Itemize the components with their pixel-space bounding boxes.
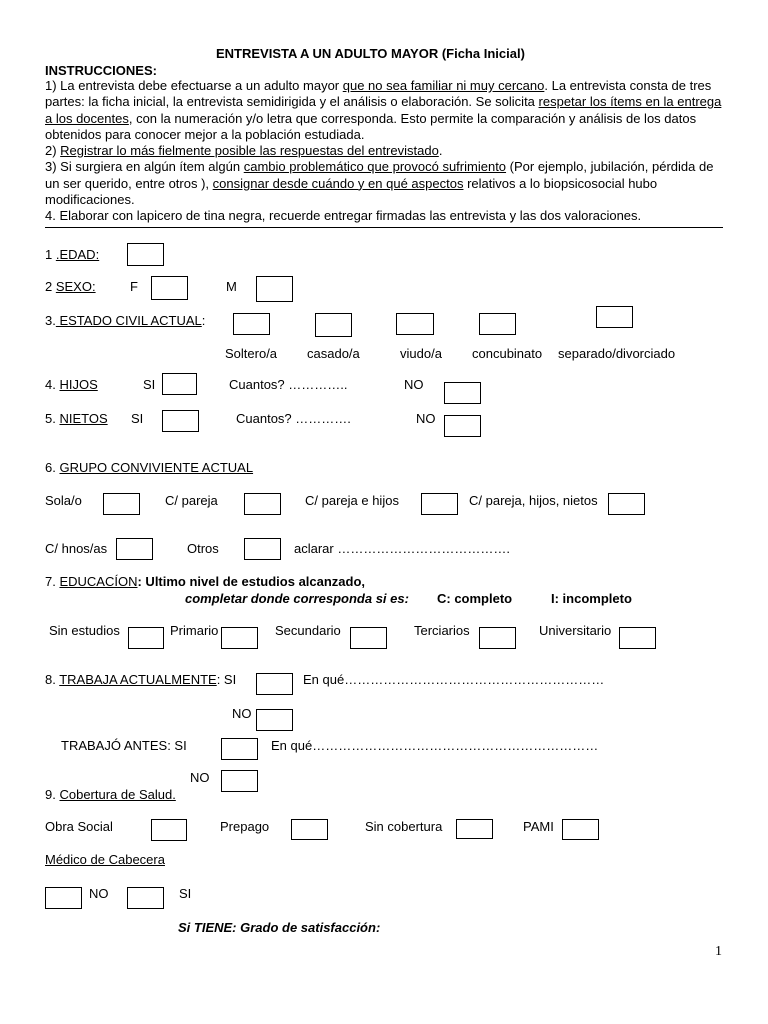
trabaja-label: 8. TRABAJA ACTUALMENTE: SI xyxy=(45,672,237,687)
estado-soltero-box[interactable] xyxy=(233,313,270,335)
medico-no-box[interactable] xyxy=(45,887,82,909)
trabaja-en-que: En qué…………………………………………………… xyxy=(303,672,605,687)
opt-separado: separado/divorciado xyxy=(558,346,676,361)
nietos-no-box[interactable] xyxy=(444,415,481,437)
instruction-3: 3) Si surgiera en algún ítem algún cambio problemático que provocó sufrimiento (Por ejemplo, jubilación, pérdida de un ser querido, entre otros ), consignar desde cuándo y en qué aspectos relativos a lo biopsicosocial hubo modificaciones. xyxy=(45,159,714,208)
nietos-si-box[interactable] xyxy=(162,410,199,432)
estado-civil-label: 3. ESTADO CIVIL ACTUAL: xyxy=(45,313,206,328)
opt-casado: casado/a xyxy=(307,346,360,361)
sexo-f-box[interactable] xyxy=(151,276,188,300)
c-pareja-hijos-nietos-box[interactable] xyxy=(608,493,645,515)
sexo-label: 2 SEXO: xyxy=(45,279,96,294)
c-hnos-box[interactable] xyxy=(116,538,153,560)
trabajo-antes-label: TRABAJÓ ANTES: SI xyxy=(61,738,187,753)
instructions-block xyxy=(45,78,725,225)
instruction-4: 4. Elaborar con lapicero de tina negra, recuerde entregar firmadas las entrevista y las dos valoraciones. xyxy=(45,208,642,224)
hijos-si-box[interactable] xyxy=(162,373,197,395)
opt-otros: Otros xyxy=(187,541,219,556)
estado-viudo-box[interactable] xyxy=(396,313,434,335)
satisfaccion-label: Si TIENE: Grado de satisfacción: xyxy=(178,920,381,935)
sexo-f-label: F xyxy=(130,279,138,294)
trabajo-antes-en-que: En qué………………………………………………………… xyxy=(271,738,599,753)
opt-c-pareja-hijos-nietos: C/ pareja, hijos, nietos xyxy=(469,493,598,508)
educacion-label: 7. EDUCACÍON: Ultimo nivel de estudios alcanzado, xyxy=(45,574,366,589)
cobertura-label: 9. Cobertura de Salud. xyxy=(45,787,176,802)
edad-box[interactable] xyxy=(127,243,164,266)
opt-pami: PAMI xyxy=(523,819,554,834)
sexo-m-box[interactable] xyxy=(256,276,293,302)
instruction-1: 1) La entrevista debe efectuarse a un adulto mayor que no sea familiar ni muy cercano. La entrevista consta de tres partes: la ficha inicial, la entrevista semidirigida y el análisis o elaboración. Se solicita respetar los ítems en la entrega a los docentes, con la numeración y/o letra que corresponda. Esto permite la comparación y análisis de los datos obtenidos para conocer mejor a la población estudiada. xyxy=(45,78,722,142)
instruction-2: 2) Registrar lo más fielmente posible las respuestas del entrevistado. xyxy=(45,143,443,159)
nietos-si-label: SI xyxy=(131,411,144,426)
nietos-no-label: NO xyxy=(416,411,436,426)
trabaja-no-box[interactable] xyxy=(256,709,293,731)
medico-no-label: NO xyxy=(89,886,109,901)
medico-si-box[interactable] xyxy=(127,887,164,909)
estado-separado-box[interactable] xyxy=(596,306,633,328)
universitario-box[interactable] xyxy=(619,627,656,649)
opt-sin-estudios: Sin estudios xyxy=(49,623,120,638)
sola-box[interactable] xyxy=(103,493,140,515)
opt-obra-social: Obra Social xyxy=(45,819,113,834)
trabajo-antes-no-label: NO xyxy=(190,770,210,785)
secundario-box[interactable] xyxy=(350,627,387,649)
trabaja-no-label: NO xyxy=(232,706,252,721)
educacion-instruction: completar donde corresponda si es: xyxy=(185,591,409,606)
hijos-label: 4. HIJOS xyxy=(45,377,98,392)
opt-viudo: viudo/a xyxy=(400,346,442,361)
opt-c-pareja-hijos: C/ pareja e hijos xyxy=(305,493,399,508)
pami-box[interactable] xyxy=(562,819,599,840)
obra-social-box[interactable] xyxy=(151,819,187,841)
page-number: 1 xyxy=(715,944,722,959)
sexo-m-label: M xyxy=(226,279,237,294)
trabaja-si-box[interactable] xyxy=(256,673,293,695)
trabajo-antes-si-box[interactable] xyxy=(221,738,258,760)
otros-box[interactable] xyxy=(244,538,281,560)
hijos-no-label: NO xyxy=(404,377,424,392)
nietos-label: 5. NIETOS xyxy=(45,411,108,426)
c-pareja-hijos-box[interactable] xyxy=(421,493,458,515)
hijos-no-box[interactable] xyxy=(444,382,481,404)
opt-c-pareja: C/ pareja xyxy=(165,493,218,508)
opt-concubinato: concubinato xyxy=(472,346,543,361)
c-pareja-box[interactable] xyxy=(244,493,281,515)
opt-terciarios: Terciarios xyxy=(414,623,470,638)
instructions-heading: INSTRUCCIONES: xyxy=(45,63,157,78)
opt-sin-cobertura: Sin cobertura xyxy=(365,819,443,834)
edad-label: 1 .EDAD: xyxy=(45,247,100,262)
incompleto-legend: I: incompleto xyxy=(551,591,632,606)
opt-prepago: Prepago xyxy=(220,819,270,834)
opt-soltero: Soltero/a xyxy=(225,346,278,361)
sin-cobertura-box[interactable] xyxy=(456,819,493,839)
hijos-cuantos: Cuantos? ………….. xyxy=(229,377,348,392)
hijos-si-label: SI xyxy=(143,377,156,392)
medico-cabecera-label: Médico de Cabecera xyxy=(45,852,165,867)
estado-casado-box[interactable] xyxy=(315,313,352,337)
opt-c-hnos: C/ hnos/as xyxy=(45,541,108,556)
opt-universitario: Universitario xyxy=(539,623,612,638)
divider xyxy=(45,227,723,228)
trabajo-antes-no-box[interactable] xyxy=(221,770,258,792)
terciarios-box[interactable] xyxy=(479,627,516,649)
document-title: ENTREVISTA A UN ADULTO MAYOR (Ficha Inicial) xyxy=(216,46,525,61)
grupo-conviviente-label: 6. GRUPO CONVIVIENTE ACTUAL xyxy=(45,460,254,475)
opt-secundario: Secundario xyxy=(275,623,341,638)
sin-estudios-box[interactable] xyxy=(128,627,164,649)
medico-si-label: SI xyxy=(179,886,192,901)
prepago-box[interactable] xyxy=(291,819,328,840)
opt-sola: Sola/o xyxy=(45,493,82,508)
primario-box[interactable] xyxy=(221,627,258,649)
nietos-cuantos: Cuantos? …………. xyxy=(236,411,351,426)
aclarar-text: aclarar …………………………………. xyxy=(294,541,510,556)
completo-legend: C: completo xyxy=(437,591,513,606)
estado-concubinato-box[interactable] xyxy=(479,313,516,335)
opt-primario: Primario xyxy=(170,623,219,638)
